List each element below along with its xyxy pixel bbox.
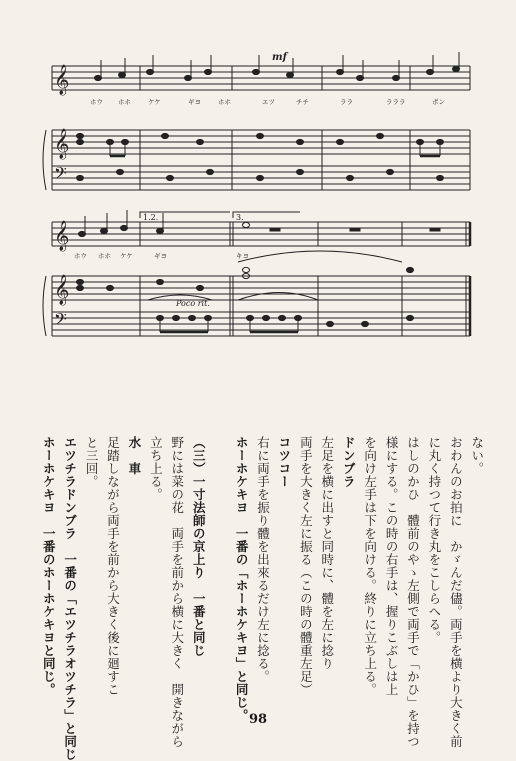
lyric: エツ xyxy=(262,98,275,106)
piano-bass-staff-2 xyxy=(52,276,470,336)
vocal-staff-1 xyxy=(52,66,470,90)
text-column: ドンブラ xyxy=(341,436,357,488)
text-column: （三）一寸法師の京上り 一番と同じ xyxy=(191,436,207,657)
text-column: 水 車 xyxy=(126,436,142,475)
text-column: 足踏しながら両手を前から大きく後に廻すこ xyxy=(105,436,121,696)
text-column: 様にする。この時の右手は、握りこぶしは上 xyxy=(384,436,400,696)
lyric: ギヨ xyxy=(188,98,201,106)
text-column: ホーホケキヨ 一番のホーホケキヨと同じ。 xyxy=(41,436,57,696)
text-column: エツチラドンブラ 一番の「エツチラオツチラ」と同じ xyxy=(62,436,78,761)
lyric: ケケ xyxy=(148,98,161,106)
text-column: おわんのお拍に かゞんだ儘。両手を横より大きく前 xyxy=(448,436,464,748)
text-column: 左足を横に出すと同時に、體を左に捻り xyxy=(319,436,335,670)
lyric: ホホ xyxy=(218,98,231,106)
text-column: に丸く持つて行き丸をこしらへる。 xyxy=(426,436,442,644)
text-column: 両手を大きく左に振る（この時の體重左足） xyxy=(298,436,314,696)
lyric: ララ xyxy=(340,98,353,106)
vocal-staff-2 xyxy=(52,222,470,246)
lyric: ホウ xyxy=(90,98,103,106)
lyric: ケケ xyxy=(120,252,133,260)
svg-text:𝄞: 𝄞 xyxy=(54,221,70,251)
page-number: 98 xyxy=(248,712,268,727)
svg-text:𝄢: 𝄢 xyxy=(54,163,67,187)
lyric: ホウ xyxy=(74,252,87,260)
text-column: ホーホケキヨ 一番の「ホーホケキヨ」と同じ。 xyxy=(234,436,250,722)
ending-1-2: 1.2. xyxy=(143,213,159,222)
svg-text:𝄞: 𝄞 xyxy=(54,275,70,305)
text-column: ない。 xyxy=(469,436,485,475)
text-column: を向け左手は下を向ける。終りに立ち上る。 xyxy=(362,436,378,696)
svg-text:𝄞: 𝄞 xyxy=(54,65,70,95)
lyric: チチ xyxy=(296,98,309,106)
lyric: ホホ xyxy=(118,98,131,106)
sheet-music-score xyxy=(0,0,516,360)
lyric: ホホ xyxy=(98,252,111,260)
lyric: ラララ xyxy=(386,98,406,106)
lyric: キヨ xyxy=(236,252,249,260)
text-column: コツコー xyxy=(276,436,292,488)
lyric: ギヨ xyxy=(154,252,167,260)
svg-text:𝄢: 𝄢 xyxy=(54,309,67,333)
svg-text:𝄞: 𝄞 xyxy=(54,129,70,159)
ending-3: 3. xyxy=(236,213,244,222)
dynamic-mf: mf xyxy=(272,52,287,63)
text-column: はしのかひ 體前のやゝ左側で両手で「かひ」を持つ xyxy=(405,436,421,748)
text-column: 右に両手を振り體を出來るだけ左に捻る。 xyxy=(255,436,271,683)
tempo-marking: Poco rit. xyxy=(176,299,210,308)
text-column: 立ち上る。 xyxy=(148,436,164,501)
text-column: と三回。 xyxy=(84,436,100,488)
piano-treble-staff-2 xyxy=(52,276,470,300)
lyric: ポン xyxy=(432,98,445,106)
text-column: 野には菜の花 両手を前から横に大きく 開きながら xyxy=(169,436,185,748)
